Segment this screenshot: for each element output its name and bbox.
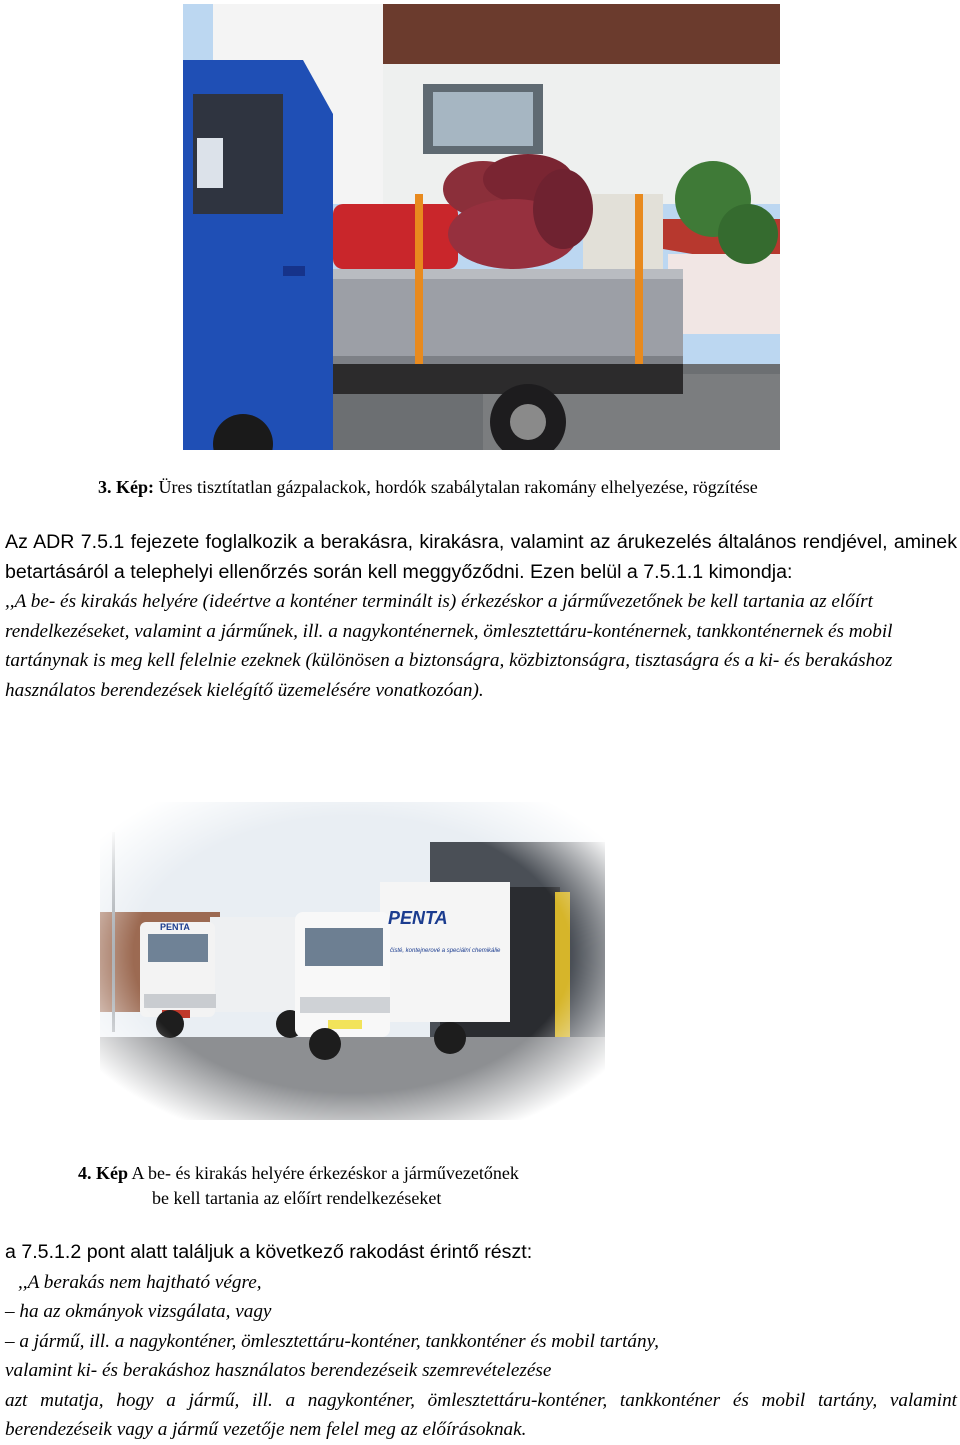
section-2-quote-line-4: valamint ki- és berakáshoz használatos berendezéseik szemrevételezése <box>5 1360 552 1381</box>
section-1-intro: Az ADR 7.5.1 fejezete foglalkozik a berakásra, kirakásra, valamint az árukezelés általános rendjével, aminek betartásáról a telephelyi ellenőrzés során kell meggyőződni. Ezen belül a 7.5.1.1 kimondja: <box>5 531 957 583</box>
figure-3-label: 3. Kép: <box>98 477 154 497</box>
section-2 <box>5 1238 957 1445</box>
figure-3-caption-text: Üres tisztítatlan gázpalackok, hordók szabálytalan rakomány elhelyezése, rögzítése <box>158 477 758 497</box>
section-2-quote-line-5: azt mutatja, hogy a jármű, ill. a nagykonténer, ömlesztettáru-konténer, tankkonténer és mobil tartány, valamint berendezéseik vagy a jármű vezetője nem felel meg az előírásoknak. <box>5 1389 957 1440</box>
figure-4-caption <box>78 1162 519 1209</box>
figure-3-photo <box>183 4 780 450</box>
figure-4-photo <box>100 802 605 1120</box>
section-2-quote-line-1: ,,A berakás nem hajtható végre, <box>18 1271 262 1293</box>
figure-3-caption <box>98 476 758 498</box>
section-2-quote-line-3: – a jármű, ill. a nagykonténer, ömlesztettáru-konténer, tankkonténer és mobil tartány, <box>5 1330 659 1352</box>
section-2-intro: a 7.5.1.2 pont alatt találjuk a következő rakodást érintő részt: <box>5 1241 533 1263</box>
figure-4-caption-line-2: be kell tartania az előírt rendelkezéseket <box>152 1188 442 1208</box>
truck-cylinders-image <box>183 4 780 450</box>
penta-trucks-image <box>100 802 605 1120</box>
section-2-quote-line-2: – ha az okmányok vizsgálata, vagy <box>5 1301 272 1322</box>
section-1-quote: ,,A be- és kirakás helyére (ideértve a konténer terminált is) érkezéskor a járművezetőnek be kell tartania az előírt rendelkezéseket, valamint a járműnek, ill. a nagykonténernek, ömlesztettáru-konténernek, tankkonténernek és mobil tartánynak is meg kell felelnie ezeknek (különösen a biztonságra, közbiztonságra, tisztaságra és a ki- és berakáshoz használatos berendezések kielégítő üzemelésére vonatkozóan). <box>5 591 893 701</box>
figure-4-label: 4. Kép <box>78 1163 129 1183</box>
figure-4-caption-line-1: A be- és kirakás helyére érkezéskor a járművezetőnek <box>131 1163 519 1183</box>
section-1 <box>5 528 957 705</box>
